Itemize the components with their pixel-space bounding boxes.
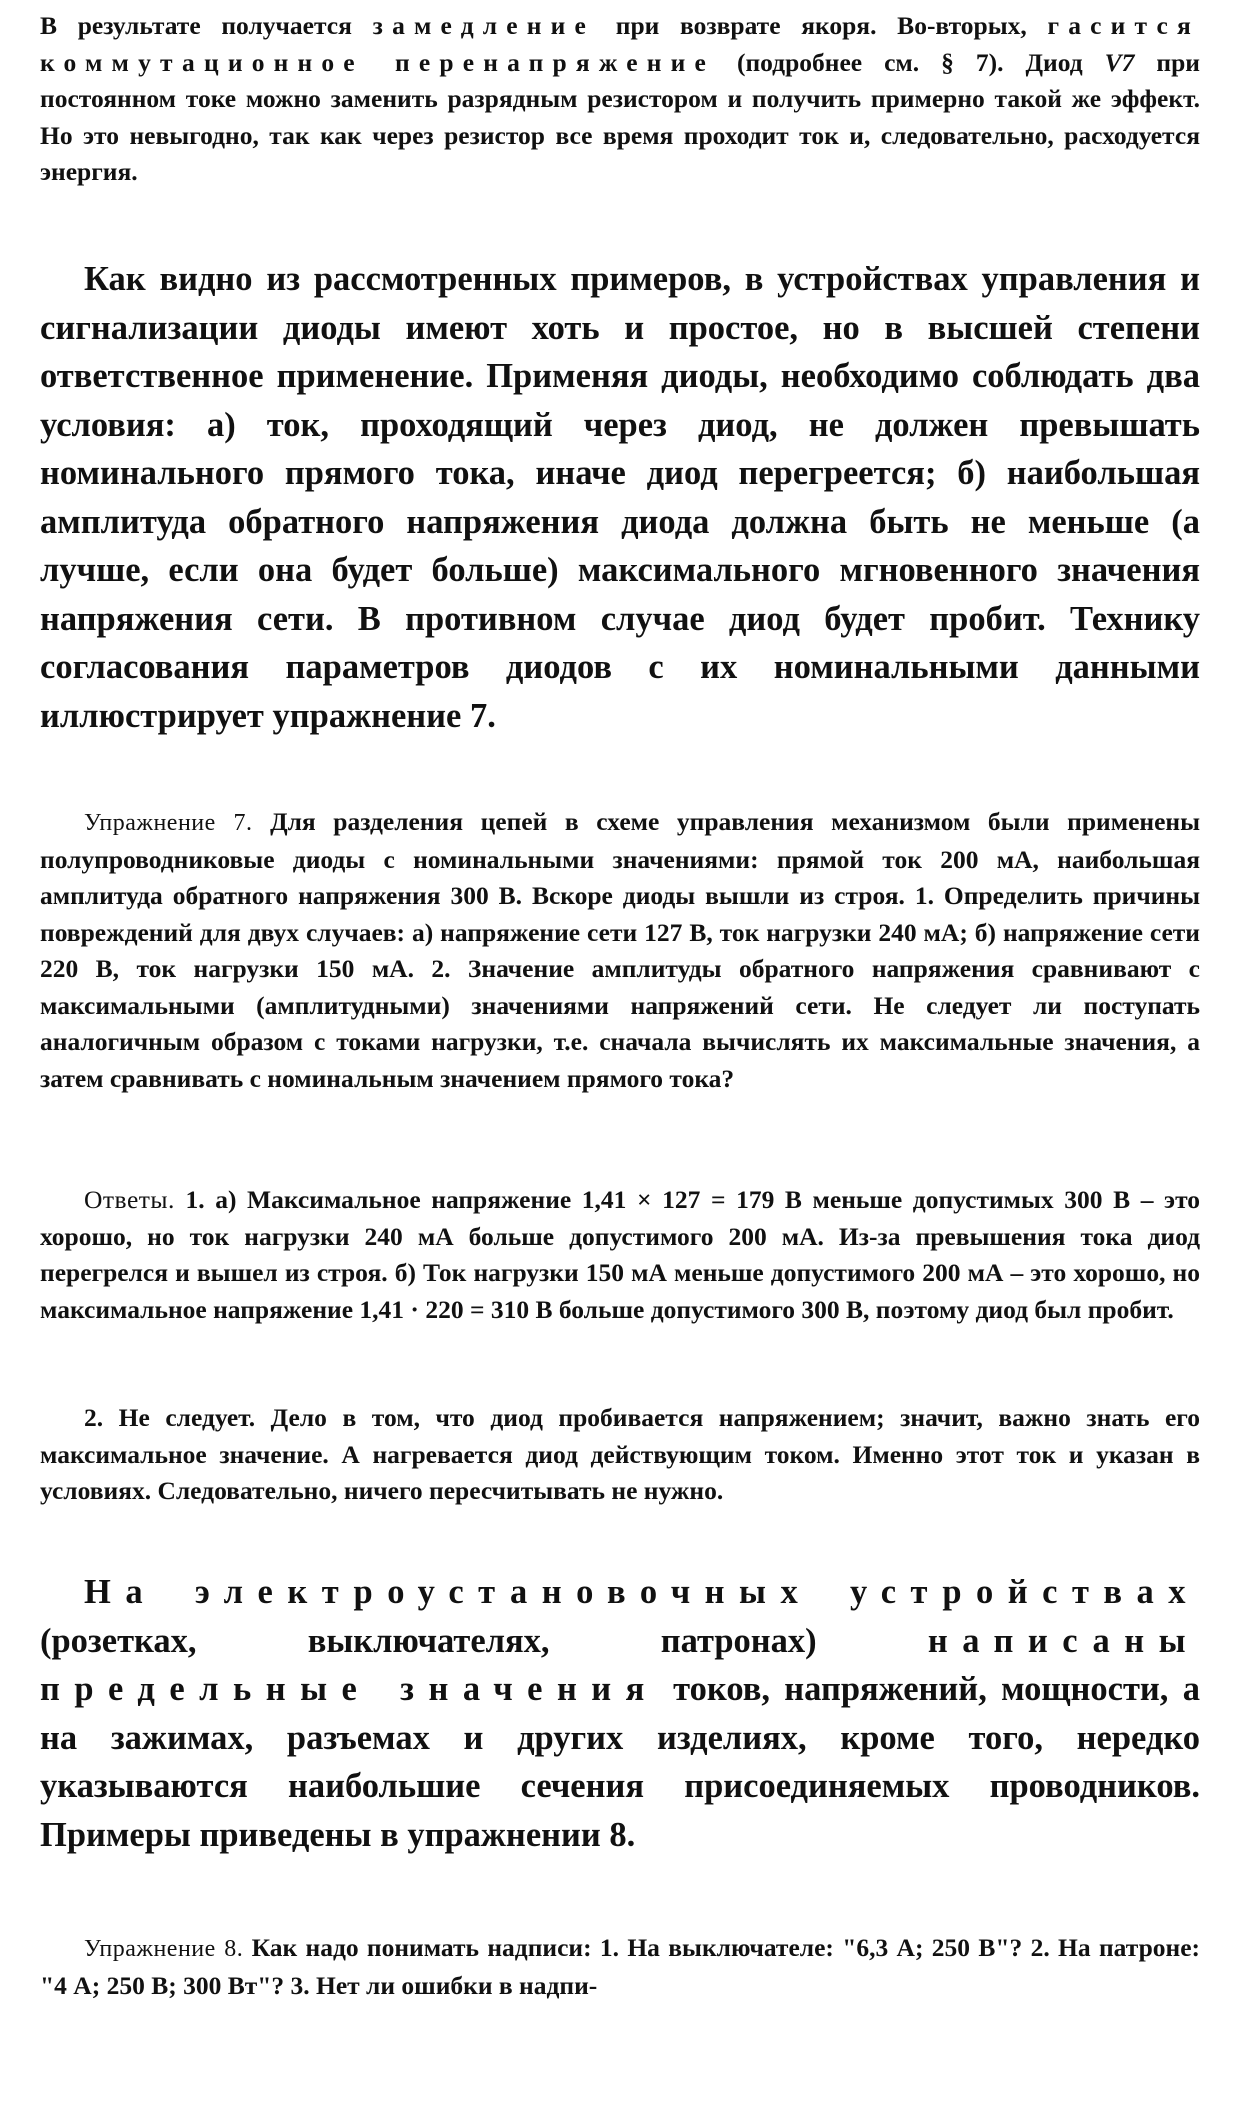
intro-paragraph <box>40 8 1200 191</box>
answers-label: Ответы. <box>84 1185 175 1214</box>
exercise-8-body: Как надо понимать надписи: 1. На выключателе: "6,3 А; 250 В"? 2. На патроне: "4 А; 250 В; 300 Вт"? 3. Нет ли ошибки в надпи- <box>40 1933 1201 2000</box>
exercise-7-label: Упражнение 7. <box>84 810 253 836</box>
conclusion-paragraph: Как видно из рассмотренных примеров, в устройствах управления и сигнализации диоды имеют хоть и простое, но в высшей степени ответственное применение. Применяя диоды, необходимо соблюдать два условия: а) ток, проходящий через диод, не должен превышать номинального прямого тока, иначе диод перегреется; б) наибольшая амплитуда обратного напряжения диода должна быть не меньше (а лучше, если она будет больше) максимального мгновенного значения напряжения сети. В противном случае диод будет пробит. Технику согласования параметров диодов с их номинальными данными иллюстрирует упражнение 7. <box>40 260 1200 735</box>
exercise-7-text <box>40 804 1200 1097</box>
exercise-7-answer-1 <box>40 1182 1200 1328</box>
exercise-7-answer-2: 2. Не следует. Дело в том, что диод пробивается напряжением; значит, важно знать его максимальное значение. А нагревается диод действующим током. Именно этот ток и указан в условиях. Следовательно, ничего пересчитывать не нужно. <box>40 1403 1200 1505</box>
intro-spaced-term-2: гасится коммутационное перенапряжение <box>40 11 1201 77</box>
markings-spaced-1: На электроустановочных устройствах <box>84 1573 1200 1611</box>
exercise-7-body: Для разделения цепей в схеме управления механизмом были применены полупроводниковые диоды с номинальными значениями: прямой ток 200 мА, наибольшая амплитуда обратного напряжения 300 В. Вскоре диоды вышли из строя. 1. Определить причины повреждений для двух случаев: а) напряжение сети 127 В, ток нагрузки 240 мА; б) напряжение сети 220 В, ток нагрузки 150 мА. 2. Значение амплитуды обратного напряжения сравнивают с максимальными (амплитудными) значениями напряжений сети. Не следует ли поступать аналогичным образом с токами нагрузки, т.е. сначала вычислять их максимальные значения, а затем сравнивать с номинальным значением прямого тока? <box>40 807 1201 1093</box>
intro-text-3: (подробнее см. § 7). Диод <box>736 47 1083 77</box>
intro-text-2: при возврате якоря. Во-вторых, <box>615 11 1027 40</box>
intro-text-1: В результате получается <box>40 11 352 40</box>
markings-paragraph <box>40 1568 1200 1859</box>
exercise-8-label: Упражнение 8. <box>84 1936 244 1962</box>
answer-1-text: 1. а) Максимальное напряжение 1,41 × 127 = 179 В меньше допустимых 300 В – это хорошо, но ток нагрузки 240 мА больше допустимого 200 мА. Из-за превышения тока диод перегрелся и вышел из строя. б) Ток нагрузки 150 мА меньше допустимого 200 мА – это хорошо, но максимальное напряжение 1,41 · 220 = 310 В больше допустимого 300 В, поэтому диод был пробит. <box>40 1185 1201 1324</box>
intro-spaced-term-1: замедление <box>372 11 596 40</box>
intro-diode-ref: V7 <box>1104 47 1135 77</box>
markings-text-1: (розетках, выключателях, патронах) <box>40 1621 817 1660</box>
markings-spaced-2: написаны предельные значения <box>40 1621 1201 1708</box>
intro-text-4: при постоянном токе можно заменить разрядным резистором и получить примерно такой же эффект. Но это невыгодно, так как через резистор все время проходит ток и, следовательно, расходуется энергия. <box>40 47 1200 186</box>
markings-text-2: токов, напряжений, мощности, а на зажимах, разъемах и других изделиях, кроме того, нередко указываются наибольшие сечения присоединяемых проводников. Примеры приведены в упражнении 8. <box>40 1670 1200 1854</box>
exercise-8-text <box>40 1930 1200 2004</box>
